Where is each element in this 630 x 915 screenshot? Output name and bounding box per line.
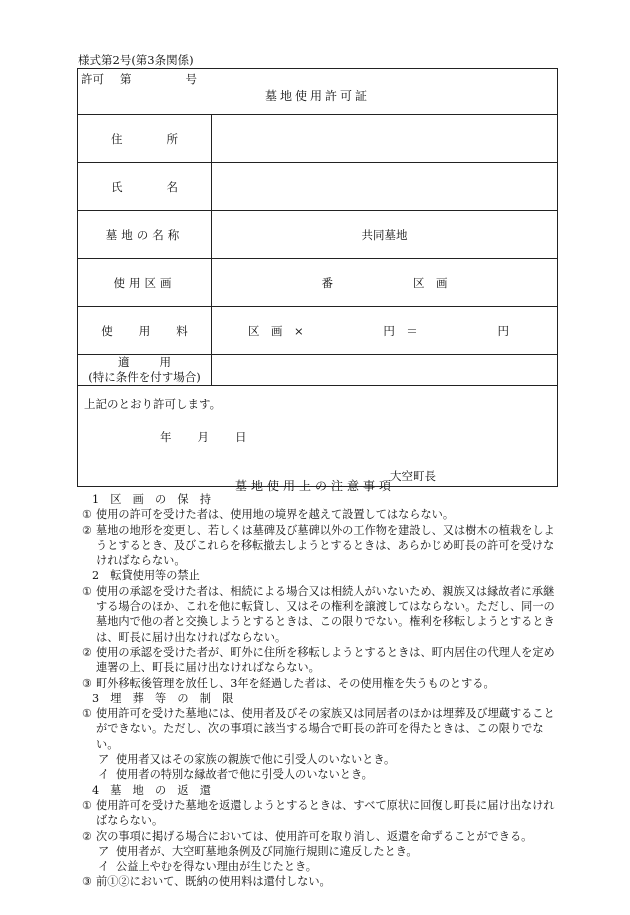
sub-item: イ 公益上やむを得ない理由が生じたとき。 [98,860,317,874]
sub-item: イ 使用者の特別な縁故者で他に引受人のいないとき。 [98,768,373,782]
list-item: ③ 前①②において、既納の使用料は還付しない。 [81,875,331,889]
list-item: ① 使用の承認を受けた者は、相続による場合又は相続人がいないため、親族又は縁故者に承継する場合のほか、これを他に転貸し、又はその権利を譲渡してはならない。ただし、同一の墓地内で他の者と交換しようとするときは、この限りでない。権利を移転しようとするときは、町長に届け出なければならない。 [81,584,555,644]
approval-cell [78,386,558,487]
name-label: 氏 名 [78,163,212,211]
address-value [212,115,558,163]
fee-value: 区 画 × 円 ＝ 円 [212,307,558,355]
list-item: ② 使用の承認を受けた者が、町外に住所を移転しようとするときは、町内居住の代理人を定め連署の上、町長に届け出なければならない。 [81,645,555,675]
section-heading: 1 区 画 の 保 持 [92,493,211,506]
section-value: 番 区 画 [212,259,558,307]
form-number: 様式第2号(第3条関係) [78,53,194,67]
application-value [212,355,558,386]
approval-statement: 上記のとおり許可します。 [84,397,222,411]
fee-label: 使 用 料 [78,307,212,355]
usage-notes [78,492,558,890]
sub-item: ア 使用者又はその家族の親族で他に引受人のいないとき。 [98,753,396,767]
sub-item: ア 使用者が、大空町墓地条例及び同施行規則に違反したとき。 [98,844,418,858]
notes-title: 墓地使用上の注意事項 [234,479,395,493]
list-item: ① 使用許可を受けた墓地を返還しようとするときは、すべて原状に回復し町長に届け出なければならない。 [81,798,555,828]
section-heading: 4 墓 地 の 返 還 [92,783,211,797]
list-item: ② 次の事項に掲げる場合においては、使用許可を取り消し、返還を命ずることができる。 [81,829,533,843]
list-item: ③ 町外移転後管理を放任し、3年を経過した者は、その使用権を失うものとする。 [81,676,495,690]
cemetery-name-label: 墓地の名称 [78,211,212,259]
list-item: ② 墓地の地形を変更し、若しくは墓碑及び墓碑以外の工作物を建設し、又は樹木の植栽をしようとするとき、及びこれらを移転撤去しようとするときは、あらかじめ町長の許可を受けなければならない。 [81,523,555,568]
issuer-mayor: 大空町長 [390,469,436,483]
certificate-header-cell [78,69,558,115]
permit-number: 許可 第 号 [81,72,197,86]
cemetery-name-value: 共同墓地 [212,211,558,259]
list-item: ① 使用の許可を受けた者は、使用地の境界を越えて設置してはならない。 [81,508,455,522]
certificate-title: 墓地使用許可証 [264,89,370,103]
address-label: 住 所 [78,115,212,163]
section-heading: 2 転貸使用等の禁止 [92,569,200,583]
list-item: ① 使用許可を受けた墓地には、使用者及びその家族又は同居者のほかは埋葬及び埋蔵することができない。ただし、次の事項に該当する場合で町長の許可を得たときは、この限りでない。 [81,707,555,751]
application-label: 適 用 (特に条件を付す場合) [78,355,212,386]
section-heading: 3 埋 葬 等 の 制 限 [92,691,234,705]
permit-certificate-table [77,68,558,487]
section-label: 使用区画 [78,259,212,307]
approval-date: 年 月 日 [160,430,247,444]
name-value [212,163,558,211]
